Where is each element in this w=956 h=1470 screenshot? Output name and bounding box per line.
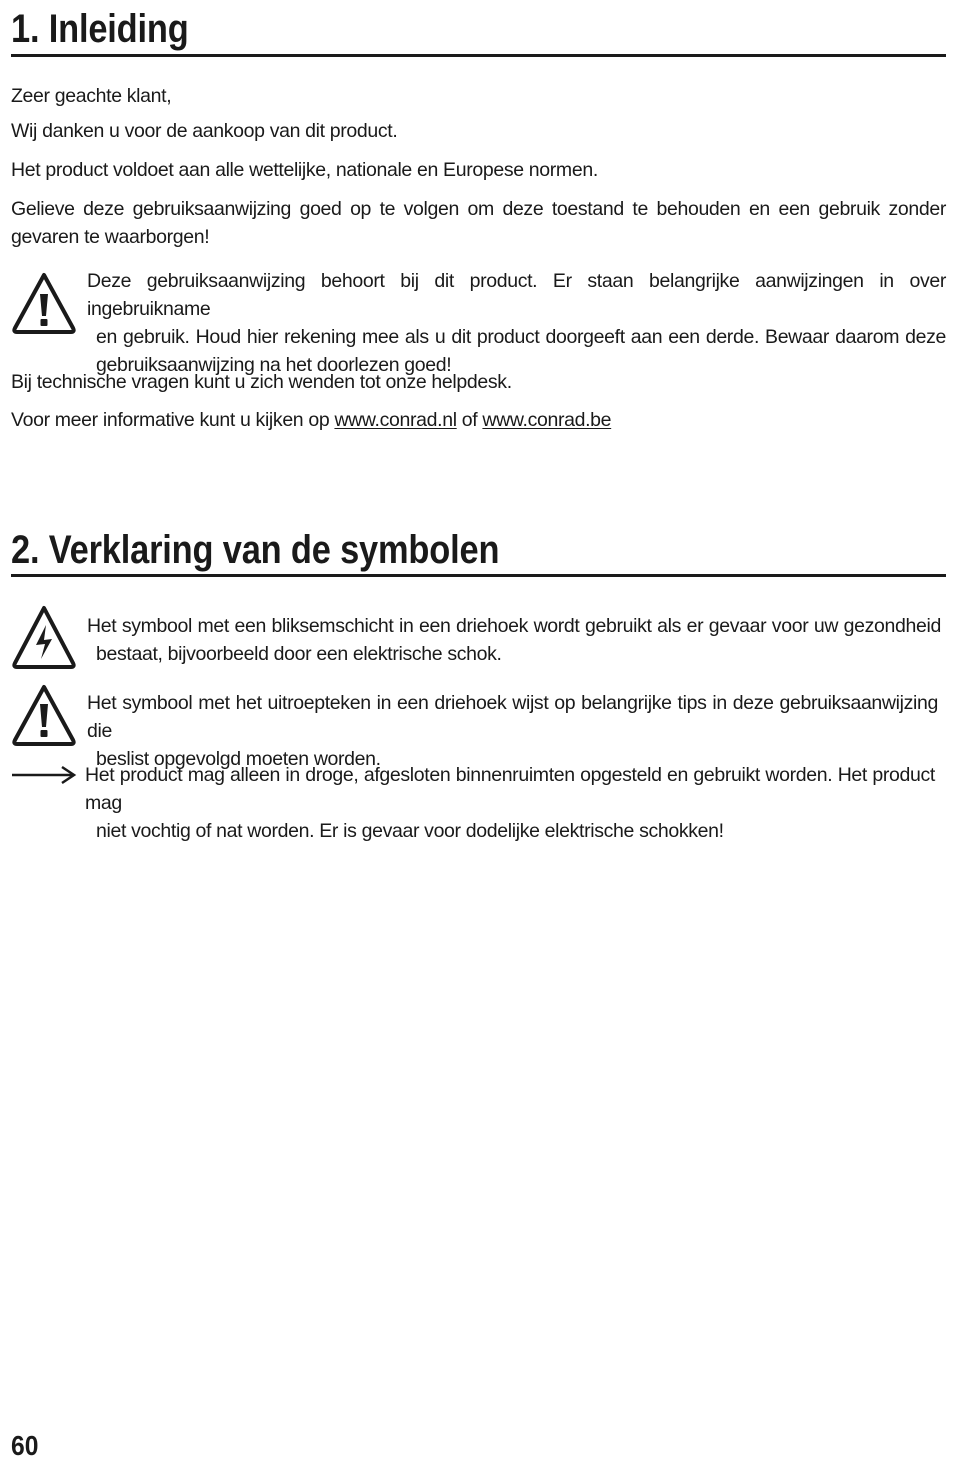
symbol-exclamation-line-2: beslist opgevolgd moeten worden. xyxy=(96,748,381,770)
norms-text: Het product voldoet aan alle wettelijke, nationale en Europese normen. xyxy=(11,159,598,181)
manual-note-line-1: Deze gebruiksaanwijzing behoort bij dit product. Er staan belangrijke aanwijzingen in over ingebruikname xyxy=(87,270,946,320)
symbol-lightning-line-1: Het symbool met een bliksemschicht in een driehoek wordt gebruikt als er gevaar voor uw gezondheid xyxy=(87,615,941,637)
link-conrad-nl[interactable]: www.conrad.nl xyxy=(334,409,457,431)
manual-note-line-3: gebruiksaanwijzing na het doorlezen goed! xyxy=(96,354,452,376)
section-heading-introduction: 1. Inleiding xyxy=(11,7,189,51)
lightning-triangle-icon xyxy=(10,603,78,671)
more-info-text xyxy=(11,406,946,434)
instruction-text: Gelieve deze gebruiksaanwijzing goed op te volgen om deze toestand te behouden en een gebruik zonder gevaren te waarborgen! xyxy=(11,198,946,248)
manual-note xyxy=(87,267,946,379)
page-number: 60 xyxy=(11,1430,39,1461)
manual-note-line-2: en gebruik. Houd hier rekening mee als u dit product doorgeeft aan een derde. Bewaar daarom deze xyxy=(96,326,946,348)
symbol-lightning-description xyxy=(87,612,941,668)
symbol-lightning-line-2: bestaat, bijvoorbeeld door een elektrische schok. xyxy=(96,643,502,665)
more-info-prefix: Voor meer informative kunt u kijken op xyxy=(11,409,335,431)
link-conrad-be[interactable]: www.conrad.be xyxy=(482,409,612,431)
symbol-arrow-description xyxy=(85,761,935,845)
warning-triangle-icon xyxy=(10,270,78,336)
exclamation-triangle-icon xyxy=(10,682,78,748)
symbol-arrow-line-1: Het product mag alleen in droge, afgesloten binnenruimten opgesteld en gebruikt worden. Het product mag xyxy=(85,764,935,814)
heading-rule xyxy=(11,574,946,577)
thanks-text: Wij danken u voor de aankoop van dit product. xyxy=(11,120,398,142)
more-info-connector: of xyxy=(456,409,483,431)
section-heading-symbols: 2. Verklaring van de symbolen xyxy=(11,528,500,572)
heading-rule xyxy=(11,54,946,57)
helpdesk-text: Bij technische vragen kunt u zich wenden tot onze helpdesk. xyxy=(11,371,512,393)
symbol-exclamation-line-1: Het symbool met het uitroepteken in een driehoek wijst op belangrijke tips in deze gebruiksaanwijzing die xyxy=(87,692,938,742)
symbol-arrow-line-2: niet vochtig of nat worden. Er is gevaar voor dodelijke elektrische schokken! xyxy=(96,820,724,842)
greeting-text: Zeer geachte klant, xyxy=(11,85,172,107)
arrow-right-icon xyxy=(10,765,78,785)
